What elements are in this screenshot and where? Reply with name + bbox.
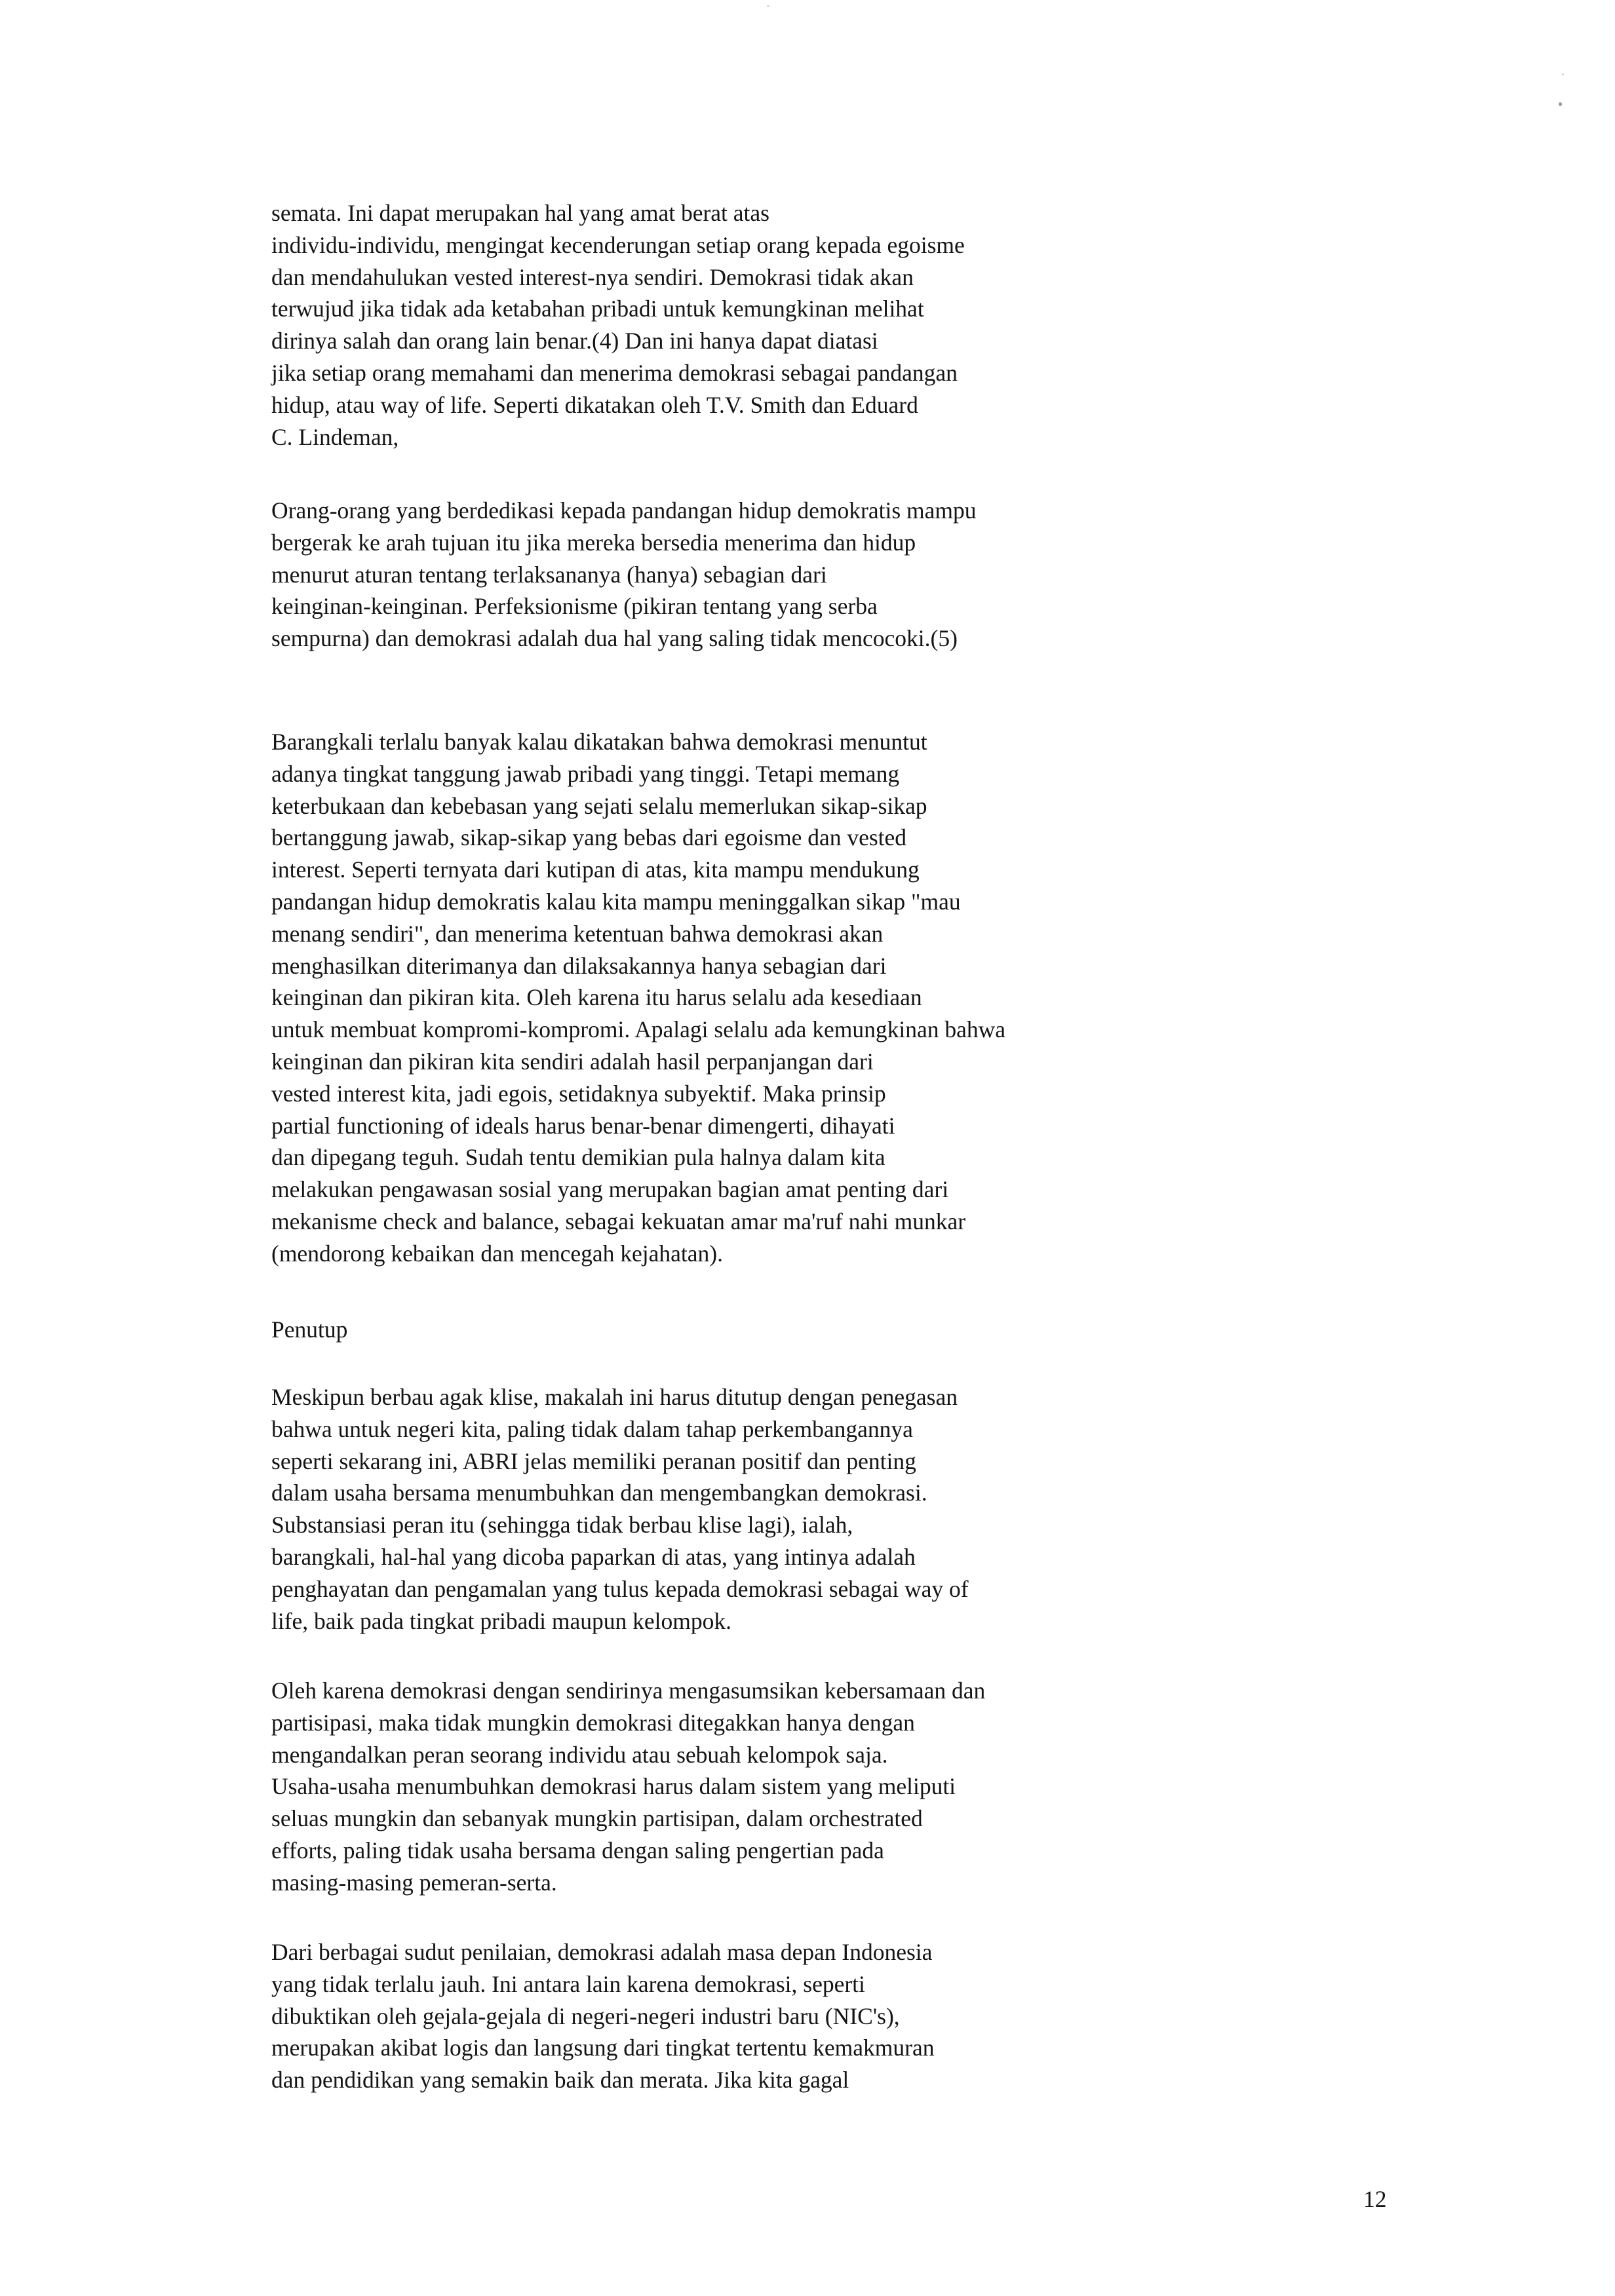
section-heading-text: Penutup [271,1316,348,1343]
text-line: mengandalkan peran seorang individu atau sebuah kelompok saja. [271,1741,888,1768]
scan-speck [1559,102,1562,106]
text-line: yang tidak terlalu jauh. Ini antara lain karena demokrasi, seperti [271,1970,865,1997]
paragraph-3 [271,726,1005,1270]
text-line: (mendorong kebaikan dan mencegah kejahatan). [271,1240,723,1267]
text-line: hidup, atau way of life. Seperti dikatakan oleh T.V. Smith dan Eduard [271,391,918,418]
text-line: masing-masing pemeran-serta. [271,1869,557,1896]
text-line: penghayatan dan pengamalan yang tulus kepada demokrasi sebagai way of [271,1575,969,1602]
text-line: Meskipun berbau agak klise, makalah ini harus ditutup dengan penegasan [271,1384,958,1410]
text-line: Barangkali terlalu banyak kalau dikatakan bahwa demokrasi menuntut [271,729,927,755]
text-line: sempurna) dan demokrasi adalah dua hal yang saling tidak mencocoki.(5) [271,625,958,652]
text-line: Substansiasi peran itu (sehingga tidak berbau klise lagi), ialah, [271,1512,853,1539]
text-line: dan mendahulukan vested interest-nya sendiri. Demokrasi tidak akan [271,263,914,290]
text-line: individu-individu, mengingat kecenderungan setiap orang kepada egoisme [271,231,965,258]
text-line: adanya tingkat tanggung jawab pribadi yang tinggi. Tetapi memang [271,760,900,787]
text-line: menang sendiri", dan menerima ketentuan bahwa demokrasi akan [271,920,884,947]
text-line: bertanggung jawab, sikap-sikap yang bebas dari egoisme dan vested [271,824,907,851]
text-line: dibuktikan oleh gejala-gejala di negeri-negeri industri baru (NIC's), [271,2002,900,2029]
text-line: dalam usaha bersama menumbuhkan dan mengembangkan demokrasi. [271,1480,927,1506]
paragraph-1 [271,197,965,453]
text-line: dirinya salah dan orang lain benar.(4) Dan ini hanya dapat diatasi [271,328,878,354]
text-line: seperti sekarang ini, ABRI jelas memiliki peranan positif dan penting [271,1447,916,1474]
text-line: melakukan pengawasan sosial yang merupakan bagian amat penting dari [271,1176,949,1203]
text-line: bahwa untuk negeri kita, paling tidak dalam tahap perkembangannya [271,1415,913,1442]
text-line: dan dipegang teguh. Sudah tentu demikian pula halnya dalam kita [271,1144,885,1171]
scan-speck [767,5,769,7]
text-line: Usaha-usaha menumbuhkan demokrasi harus dalam sistem yang meliputi [271,1773,956,1800]
text-line: interest. Seperti ternyata dari kutipan di atas, kita mampu mendukung [271,856,920,883]
text-line: keterbukaan dan kebebasan yang sejati selalu memerlukan sikap-sikap [271,792,927,819]
text-line: C. Lindeman, [271,423,399,450]
text-line: keinginan dan pikiran kita. Oleh karena itu harus selalu ada kesediaan [271,984,922,1011]
text-line: keinginan-keinginan. Perfeksionisme (pikiran tentang yang serba [271,593,878,620]
text-line: pandangan hidup demokratis kalau kita mampu meninggalkan sikap "mau [271,888,961,915]
text-line: keinginan dan pikiran kita sendiri adalah hasil perpanjangan dari [271,1048,874,1075]
text-line: Oleh karena demokrasi dengan sendirinya mengasumsikan kebersamaan dan [271,1677,986,1704]
text-line: vested interest kita, jadi egois, setidaknya subyektif. Maka prinsip [271,1080,886,1107]
paragraph-6 [271,1675,985,1899]
text-line: bergerak ke arah tujuan itu jika mereka bersedia menerima dan hidup [271,529,916,556]
text-line: barangkali, hal-hal yang dicoba paparkan di atas, yang intinya adalah [271,1543,916,1570]
text-line: partisipasi, maka tidak mungkin demokrasi ditegakkan hanya dengan [271,1709,915,1736]
text-line: seluas mungkin dan sebanyak mungkin partisipan, dalam orchestrated [271,1805,923,1832]
page-number: 12 [1363,2186,1387,2212]
text-line: merupakan akibat logis dan langsung dari tingkat tertentu kemakmuran [271,2035,935,2061]
text-line: untuk membuat kompromi-kompromi. Apalagi selalu ada kemungkinan bahwa [271,1016,1005,1043]
section-heading [271,1314,347,1346]
text-line: mekanisme check and balance, sebagai kekuatan amar ma'ruf nahi munkar [271,1208,966,1234]
scan-speck [1562,73,1564,75]
text-line: Dari berbagai sudut penilaian, demokrasi adalah masa depan Indonesia [271,1939,933,1965]
text-line: Orang-orang yang berdedikasi kepada pandangan hidup demokratis mampu [271,497,977,524]
block-quote [271,495,977,655]
text-line: menghasilkan diterimanya dan dilaksakannya hanya sebagian dari [271,952,887,979]
text-line: semata. Ini dapat merupakan hal yang amat berat atas [271,200,769,226]
paragraph-5 [271,1381,969,1637]
text-line: jika setiap orang memahami dan menerima demokrasi sebagai pandangan [271,359,958,386]
text-line: terwujud jika tidak ada ketabahan pribadi untuk kemungkinan melihat [271,296,924,322]
text-line: partial functioning of ideals harus benar-benar dimengerti, dihayati [271,1112,895,1139]
text-line: life, baik pada tingkat pribadi maupun kelompok. [271,1607,731,1634]
text-line: menurut aturan tentang terlaksananya (hanya) sebagian dari [271,561,827,588]
text-line: dan pendidikan yang semakin baik dan merata. Jika kita gagal [271,2067,849,2094]
text-line: efforts, paling tidak usaha bersama dengan saling pengertian pada [271,1837,884,1864]
paragraph-7 [271,1936,934,2096]
